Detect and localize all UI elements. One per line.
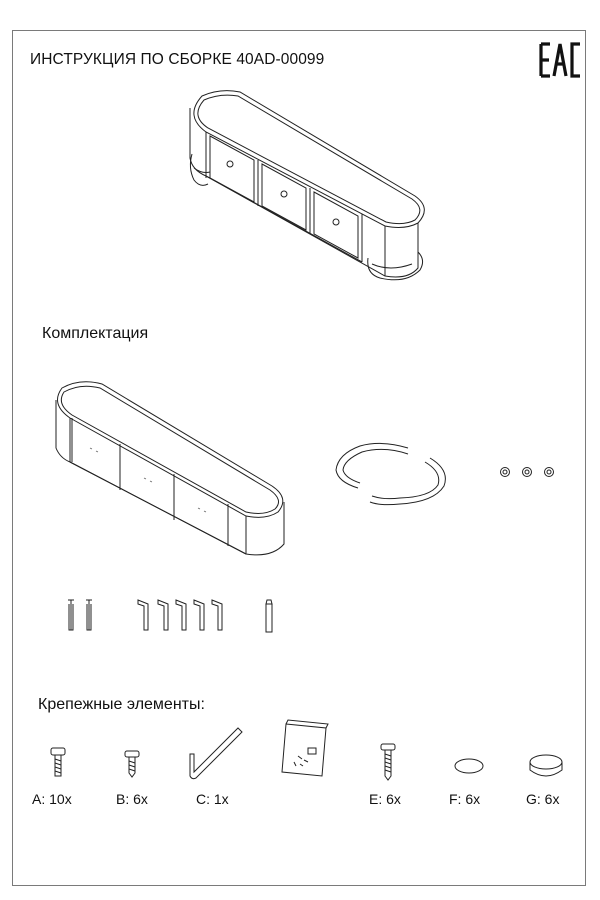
cabinet-body-illustration [50,378,295,558]
foot-cap-icon [526,752,566,782]
eac-certification-logo [536,40,586,80]
knob-nuts-illustration [495,462,559,484]
fastener-label-e: E: 6x [369,791,401,807]
kit-section-heading: Комплектация [42,325,149,342]
bolt-icon [46,746,70,778]
hex-key-icon [182,724,248,782]
assembled-cabinet-illustration [180,88,440,288]
fitting-bag-icon [272,718,336,782]
legs-and-bolts-illustration [60,596,290,638]
base-ring-segments-illustration [330,440,455,510]
short-screw-icon [120,749,144,779]
page-title: ИНСТРУКЦИЯ ПО СБОРКЕ 40AD-00099 [30,51,325,68]
fastener-label-c: C: 1x [196,791,229,807]
fastener-label-b: B: 6x [116,791,148,807]
felt-pad-icon [452,756,486,778]
long-screw-icon [376,742,400,782]
fastener-label-f: F: 6x [449,791,481,807]
fastener-label-a: A: 10x [32,791,72,807]
fasteners-section-heading: Крепежные элементы: [38,696,205,713]
fastener-label-g: G: 6x [526,791,560,807]
